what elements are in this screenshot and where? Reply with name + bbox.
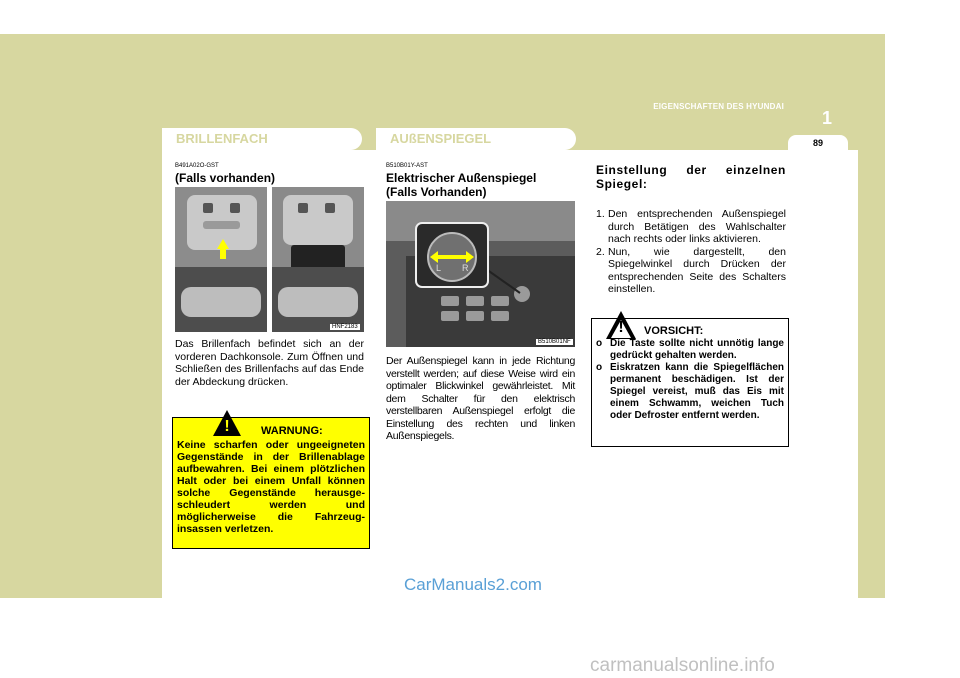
body-text: Das Brillenfach befindet sich an der vorderen Dachkonsole. Zum Öffnen und Schließen des Brillenfachs auf das Ende der Abdeckung drücken. [175, 338, 364, 388]
page-number: 89 [788, 135, 848, 151]
step-item [596, 246, 786, 296]
section-code: B510B01Y-AST [386, 163, 428, 169]
tab-brillenfach-label: BRILLENFACH [176, 131, 268, 146]
caution-text: Eiskratzen kann die Spiegelflächen permanent beschädigen. Ist der Spiegel vereist, muß das Eis mit einem Schwamm, weichen Tuch oder Defroster entfernt werden. [610, 362, 784, 421]
exclamation-icon: ! [224, 418, 230, 435]
step-text: Den entsprechenden Außenspiegel durch Betätigen des Wahlschalter nach rechts oder links aktivieren. [608, 208, 786, 245]
caution-title: VORSICHT: [644, 325, 704, 337]
caution-text: Die Taste sollte nicht unnötig lange gedrückt gehalten werden. [610, 338, 784, 361]
switch-label-left: L [436, 263, 442, 273]
photo-caption: HNF2183 [332, 324, 358, 330]
step-marker: 2. [596, 245, 605, 258]
watermark-footer: carmanualsonline.info [590, 655, 775, 676]
steps-list [596, 208, 786, 296]
section-subheading: (Falls Vorhanden) [386, 185, 487, 199]
caution-list [596, 338, 784, 422]
caution-box [591, 318, 789, 447]
tab-brillenfach [162, 128, 362, 150]
watermark-link[interactable]: CarManuals2.com [404, 575, 542, 594]
chapter-number: 1 [821, 108, 832, 128]
caution-marker: o [596, 338, 603, 349]
step-item [596, 208, 786, 246]
section-code: B491A02O-GST [175, 163, 219, 169]
photo-caption: B510B01NF [538, 339, 571, 345]
warning-title: WARNUNG: [261, 425, 323, 437]
tab-aussenspiegel-label: AUßENSPIEGEL [390, 131, 492, 146]
caution-marker: o [596, 362, 603, 373]
section-heading: Elektrischer Außenspiegel [386, 171, 537, 185]
mirror-switch-photo [386, 201, 575, 347]
warning-text: Keine scharfen oder ungeeigneten Gegenstände in der Brillenablage aufbewahren. Bei einem plötzlichen Halt oder bei einem Unfall können solche Gegenstände herausge-schleudert werden und möglicherweise die Fahrzeug-insassen verletzen. [177, 439, 365, 535]
caution-item [596, 362, 784, 422]
step-text: Nun, wie dargestellt, den Spiegelwinkel durch Drücken der entsprechenden Seite des Schalters einstellen. [608, 245, 786, 295]
caution-item [596, 338, 784, 362]
glasses-holder-photo [175, 187, 364, 332]
warning-box [172, 417, 370, 549]
switch-label-right: R [462, 263, 469, 273]
tab-aussenspiegel [376, 128, 576, 150]
section-heading: (Falls vorhanden) [175, 171, 276, 185]
step-marker: 1. [596, 208, 605, 220]
exclamation-icon: ! [618, 319, 624, 336]
steps-heading: Einstellung der einzelnen Spiegel: [596, 163, 786, 191]
chapter-title: EIGENSCHAFTEN DES HYUNDAI [653, 102, 784, 111]
body-text: Der Außenspiegel kann in jede Richtung verstellt werden; auf diese Weise wird ein optimaler Blickwinkel gewährleistet. Mit dem Schalter für den elektrisch verstellbaren Außenspiegel erfolgt die Einstellung des rechten und linken Außenspiegels. [386, 355, 575, 442]
